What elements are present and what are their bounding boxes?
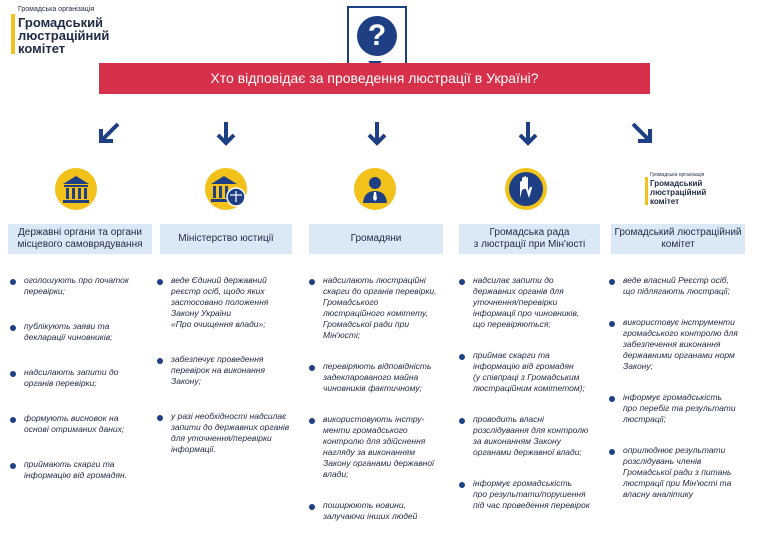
list-item-line: запити до державних органів: [171, 422, 290, 432]
question-circle: ?: [357, 16, 397, 56]
header-line-2: з люстрації при Мін'юсті: [473, 239, 586, 250]
list-item-line: у разі необхідності надсилає: [171, 411, 287, 421]
list-item-line: оприлюднює результати: [623, 445, 726, 455]
column-header-committee: [611, 224, 745, 254]
list-item-line: інформації.: [171, 444, 216, 454]
list-item-line: оголошують про початок: [24, 275, 129, 285]
list-item-line: публікують заяви та: [24, 321, 110, 331]
list-item: [10, 367, 152, 389]
mini-logo-bar: [645, 177, 648, 205]
column-list-committee: [609, 275, 757, 520]
list-item: [609, 317, 757, 372]
stop-hand-icon: [505, 168, 547, 210]
bullet-dot-icon: [609, 279, 615, 285]
logo-line-1: Громадський: [18, 15, 104, 30]
list-item-line: про перебіг та результати: [623, 403, 736, 413]
citizen-person-icon: [354, 168, 396, 210]
list-item-line: контролю для здійснення: [323, 436, 426, 446]
list-item-line: інформацію від громадян.: [24, 470, 128, 480]
question-mark-icon: [347, 6, 407, 66]
column-list-citizens: [309, 275, 451, 542]
list-item-line: державних органів для: [473, 286, 564, 296]
bullet-dot-icon: [10, 371, 16, 377]
list-item-line: веде власний Реєстр осіб,: [623, 275, 729, 285]
list-item-line: поширюють новини,: [323, 500, 406, 510]
header-line-1: Громадський люстраційний: [614, 227, 742, 238]
list-item-line: люстрації;: [623, 414, 666, 424]
column-list-public-council: [459, 275, 604, 531]
bullet-dot-icon: [10, 325, 16, 331]
list-item: [309, 275, 451, 341]
list-item-line: Закону України: [171, 308, 232, 318]
list-item-line: органами державної влади;: [473, 447, 582, 457]
list-item-line: нагляду за виконанням: [323, 447, 416, 457]
list-item-line: менти громадського: [323, 425, 408, 435]
mini-logo-subtitle: Громадська організація: [650, 172, 705, 178]
bullet-dot-icon: [309, 418, 315, 424]
header-line-1: Державні органи та органи: [17, 227, 142, 238]
list-item-line: реєстр осіб, щодо яких: [171, 286, 265, 296]
column-header-ministry: [160, 224, 292, 254]
list-item-line: приймають скарги та: [24, 459, 115, 469]
list-item-line: використовують інстру-: [323, 414, 425, 424]
list-item-line: перевірок на виконання: [171, 365, 265, 375]
list-item-line: (у співпраці з Громадським: [473, 372, 580, 382]
list-item-line: Мін'юсті;: [323, 330, 361, 340]
list-item-line: скарги до органів перевірки,: [323, 286, 437, 296]
mini-logo-line-3: комітет: [650, 197, 679, 206]
header-line-1: Громадяни: [350, 233, 402, 244]
list-item-line: проводить власні: [473, 414, 544, 424]
bullet-dot-icon: [459, 279, 465, 285]
bullet-dot-icon: [309, 279, 315, 285]
logo-line-3: комітет: [18, 41, 66, 56]
list-item-line: забезпечує проведення: [171, 354, 264, 364]
list-item: [459, 275, 604, 330]
bullet-dot-icon: [309, 365, 315, 371]
list-item-line: уточнення/перевірки: [473, 297, 558, 307]
list-item-line: застосовано положення: [171, 297, 269, 307]
list-item-line: Закону;: [171, 376, 201, 386]
arrow-down-icon: [213, 118, 239, 148]
list-item-line: люстрації при Мін'юсті та: [623, 478, 732, 488]
list-item-line: формують висновок на: [24, 413, 119, 423]
arrow-down-right-icon: [629, 118, 655, 148]
list-item: [309, 361, 451, 394]
list-item-line: під час проведення перевірок: [473, 500, 590, 510]
list-item: [10, 321, 152, 343]
list-item-line: органів перевірки;: [24, 378, 97, 388]
list-item-line: Громадської ради при: [323, 319, 410, 329]
list-item-line: для уточнення/перевірки: [171, 433, 272, 443]
list-item-line: розслідування для контролю: [473, 425, 589, 435]
bullet-dot-icon: [157, 415, 163, 421]
list-item: [157, 411, 302, 455]
list-item-line: приймає скарги та: [473, 350, 550, 360]
list-item-line: надсилають люстраційні: [323, 275, 426, 285]
list-item-line: інформує громадськість: [623, 392, 722, 402]
bullet-dot-icon: [609, 449, 615, 455]
column-header-public-council: [459, 224, 600, 254]
ministry-justice-icon: [205, 168, 247, 210]
list-item-line: надсилає запити до: [473, 275, 554, 285]
list-item-line: про результати/порушення: [473, 489, 586, 499]
bullet-dot-icon: [459, 418, 465, 424]
logo-accent-bar: [11, 14, 15, 54]
logo-title: [18, 16, 138, 55]
list-item: [609, 445, 757, 500]
column-list-ministry: [157, 275, 302, 479]
list-item: [10, 275, 152, 297]
list-item-line: Громадської ради з питань: [623, 467, 732, 477]
column-header-government: [8, 224, 152, 254]
committee-logo-icon: [645, 172, 725, 208]
arrow-down-icon: [515, 118, 541, 148]
bullet-dot-icon: [609, 321, 615, 327]
mini-logo-line-2: люстраційний: [650, 188, 707, 197]
list-item-line: що підлягають люстрації;: [623, 286, 730, 296]
government-building-icon: [55, 168, 97, 210]
list-item-line: державними органами норм: [623, 350, 735, 360]
arrow-down-left-icon: [96, 118, 122, 148]
bullet-dot-icon: [609, 396, 615, 402]
list-item-line: «Про очищення влади»;: [171, 319, 266, 329]
list-item-line: декларації чиновників;: [24, 332, 113, 342]
list-item: [609, 275, 757, 297]
bullet-dot-icon: [10, 417, 16, 423]
list-item-line: чиновників фактичному;: [323, 383, 422, 393]
arrow-down-icon: [364, 118, 390, 148]
list-item: [609, 392, 757, 425]
list-item: [10, 459, 152, 481]
list-item-line: перевірки;: [24, 286, 66, 296]
list-item-line: влади;: [323, 469, 349, 479]
column-list-government: [10, 275, 152, 505]
bullet-dot-icon: [459, 354, 465, 360]
header-line-1: Громадська рада: [489, 227, 570, 238]
list-item-line: задекларованого майна: [323, 372, 419, 382]
list-item-line: Закону органами державної: [323, 458, 434, 468]
list-item-line: інформацію від громадян: [473, 361, 574, 371]
list-item: [459, 414, 604, 458]
mini-logo-title: [650, 179, 728, 206]
header-line-1: Міністерство юстиції: [178, 233, 274, 244]
list-item-line: забезпечення виконання: [623, 339, 721, 349]
list-item: [459, 478, 604, 511]
bullet-dot-icon: [10, 279, 16, 285]
list-item-line: надсилають запити до: [24, 367, 119, 377]
header-line-2: комітет: [661, 239, 695, 250]
list-item: [309, 500, 451, 522]
list-item: [309, 414, 451, 480]
list-item-line: інформує громадськість: [473, 478, 572, 488]
list-item: [157, 275, 302, 330]
logo-subtitle: Громадська організація: [18, 6, 95, 13]
list-item-line: люстраційним комітетом);: [473, 383, 585, 393]
list-item-line: Закону;: [623, 361, 653, 371]
bullet-dot-icon: [459, 482, 465, 488]
header-line-2: місцевого самоврядування: [17, 239, 143, 250]
list-item-line: власну аналітику: [623, 489, 694, 499]
list-item-line: Громадського: [323, 297, 379, 307]
list-item-line: інформації про чиновників,: [473, 308, 580, 318]
list-item-line: за виконанням Закону: [473, 436, 561, 446]
bullet-dot-icon: [157, 358, 163, 364]
list-item-line: основі отриманих даних;: [24, 424, 125, 434]
list-item-line: люстраційного комітету,: [323, 308, 429, 318]
list-item-line: перевіряють відповідність: [323, 361, 432, 371]
bullet-dot-icon: [10, 463, 16, 469]
list-item-line: залучаючи інших людей: [323, 511, 418, 521]
list-item: [459, 350, 604, 394]
list-item-line: використовує інструменти: [623, 317, 735, 327]
list-item-line: розслідувань членів: [623, 456, 702, 466]
mini-logo-line-1: Громадський: [650, 179, 703, 188]
bullet-dot-icon: [309, 504, 315, 510]
logo-line-2: люстраційний: [18, 28, 110, 43]
list-item: [157, 354, 302, 387]
column-header-citizens: [309, 224, 443, 254]
list-item-line: громадського контролю для: [623, 328, 738, 338]
list-item-line: веде Єдиний державний: [171, 275, 267, 285]
list-item: [10, 413, 152, 435]
list-item-line: що перевіряються;: [473, 319, 551, 329]
question-banner: Хто відповідає за проведення люстрації в Україні?: [99, 63, 650, 94]
bullet-dot-icon: [157, 279, 163, 285]
